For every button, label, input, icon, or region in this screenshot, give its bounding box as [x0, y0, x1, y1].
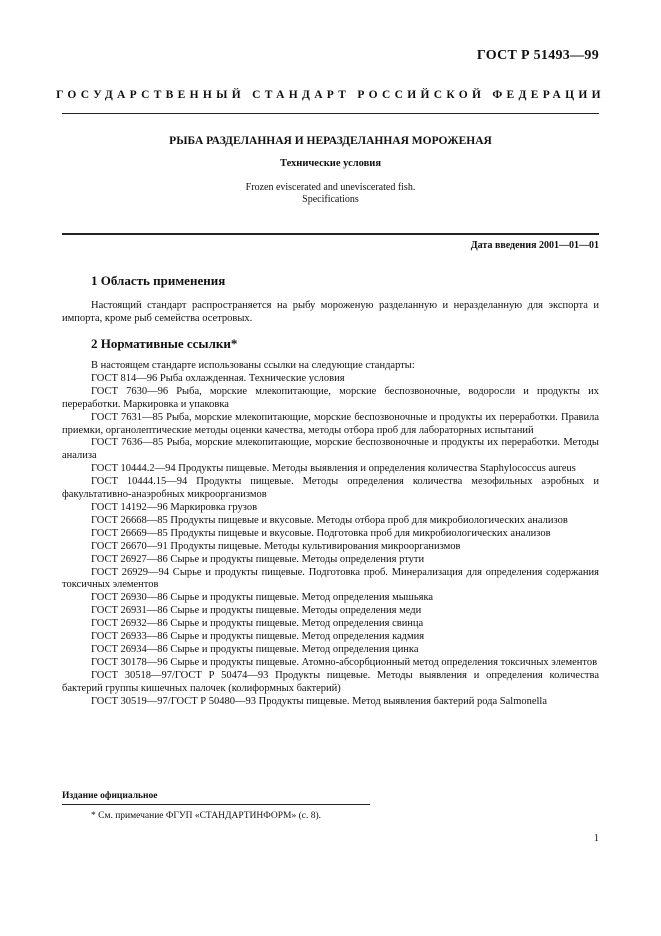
reference-item: ГОСТ 26930—86 Сырье и продукты пищевые. Метод определения мышьяка	[91, 592, 434, 604]
document-title: РЫБА РАЗДЕЛАННАЯ И НЕРАЗДЕЛАННАЯ МОРОЖЕНАЯ	[169, 135, 492, 147]
section-2-heading: 2 Нормативные ссылки*	[91, 336, 238, 351]
page-number: 1	[594, 833, 599, 844]
english-title-line: Frozen eviscerated and uneviscerated fish.	[245, 182, 416, 193]
references-intro: В настоящем стандарте использованы ссылки на следующие стандарты:	[91, 360, 415, 371]
reference-item: ГОСТ 26932—86 Сырье и продукты пищевые. Метод определения свинца	[91, 618, 424, 630]
state-standard-heading: ГОСУДАРСТВЕННЫЙ СТАНДАРТ РОССИЙСКОЙ ФЕДЕРАЦИИ	[56, 89, 605, 101]
title-divider	[62, 233, 599, 235]
official-edition-label: Издание официальное	[62, 791, 158, 801]
reference-item: ГОСТ 10444.2—94 Продукты пищевые. Методы выявления и определения количества Staphylococcus aureus	[91, 463, 576, 475]
reference-item: ГОСТ 30519—97/ГОСТ Р 50480—93 Продукты пищевые. Метод выявления бактерий рода Salmonella	[91, 695, 548, 707]
reference-item: ГОСТ 14192—96 Маркировка грузов	[91, 501, 258, 513]
reference-item: ГОСТ 26927—86 Сырье и продукты пищевые. Методы определения ртути	[91, 553, 425, 565]
reference-item: ГОСТ 7636—85 Рыба, морские млекопитающие, морские беспозвоночные и продукты их переработки. Методы анализа	[62, 437, 599, 462]
reference-item: ГОСТ 26669—85 Продукты пищевые и вкусовые. Подготовка проб для микробиологических анализов	[91, 527, 551, 539]
footnote: * См. примечание ФГУП «СТАНДАРТИНФОРМ» (с. 8).	[91, 811, 322, 821]
document-subtitle: Технические условия	[279, 158, 382, 169]
reference-item: ГОСТ 26668—85 Продукты пищевые и вкусовые. Методы отбора проб для микробиологических анализов	[91, 514, 568, 526]
section-1-paragraph: Настоящий стандарт распространяется на рыбу мороженую разделанную и неразделанную для экспорта и импорта, кроме рыб семейства осетровых.	[62, 300, 599, 324]
reference-item: ГОСТ 26931—86 Сырье и продукты пищевые. Методы определения меди	[91, 605, 422, 617]
top-divider	[62, 113, 599, 114]
reference-item: ГОСТ 26929—94 Сырье и продукты пищевые. Подготовка проб. Минерализация для определения содержания токсичных элементов	[62, 566, 599, 591]
reference-item: ГОСТ 7631—85 Рыба, морские млекопитающие, морские беспозвоночные и продукты их переработки. Правила приемки, органолептические методы оценки качества, методы отбора проб для лабораторных испытаний	[62, 411, 599, 436]
reference-item: ГОСТ 814—96 Рыба охлажденная. Технические условия	[91, 372, 345, 384]
introduction-date: Дата введения 2001—01—01	[470, 240, 599, 251]
reference-item: ГОСТ 30178—96 Сырье и продукты пищевые. Атомно-абсорбционный метод определения токсичных элементов	[91, 656, 598, 668]
english-title	[0, 182, 661, 206]
reference-item: ГОСТ 7630—96 Рыба, морские млекопитающие, морские беспозвоночные, водоросли и продукты их переработки. Маркировка и упаковка	[62, 385, 599, 410]
footnote-divider	[62, 804, 370, 805]
section-1-heading: 1 Область применения	[91, 273, 226, 288]
english-title-line: Specifications	[302, 194, 359, 205]
reference-item: ГОСТ 10444.15—94 Продукты пищевые. Методы определения количества мезофильных аэробных и факультативно-анаэробных микроорганизмов	[62, 476, 599, 501]
reference-item: ГОСТ 26934—86 Сырье и продукты пищевые. Метод определения цинка	[91, 643, 419, 655]
references-list	[62, 360, 599, 708]
reference-item: ГОСТ 30518—97/ГОСТ Р 50474—93 Продукты пищевые. Методы выявления и определения количества бактерий группы кишечных палочек (колиформных бактерий)	[62, 669, 599, 694]
standard-code: ГОСТ Р 51493—99	[476, 48, 599, 63]
reference-item: ГОСТ 26670—91 Продукты пищевые. Методы культивирования микроорганизмов	[91, 540, 461, 552]
reference-item: ГОСТ 26933—86 Сырье и продукты пищевые. Метод определения кадмия	[91, 631, 425, 643]
section-1-body	[62, 299, 599, 325]
